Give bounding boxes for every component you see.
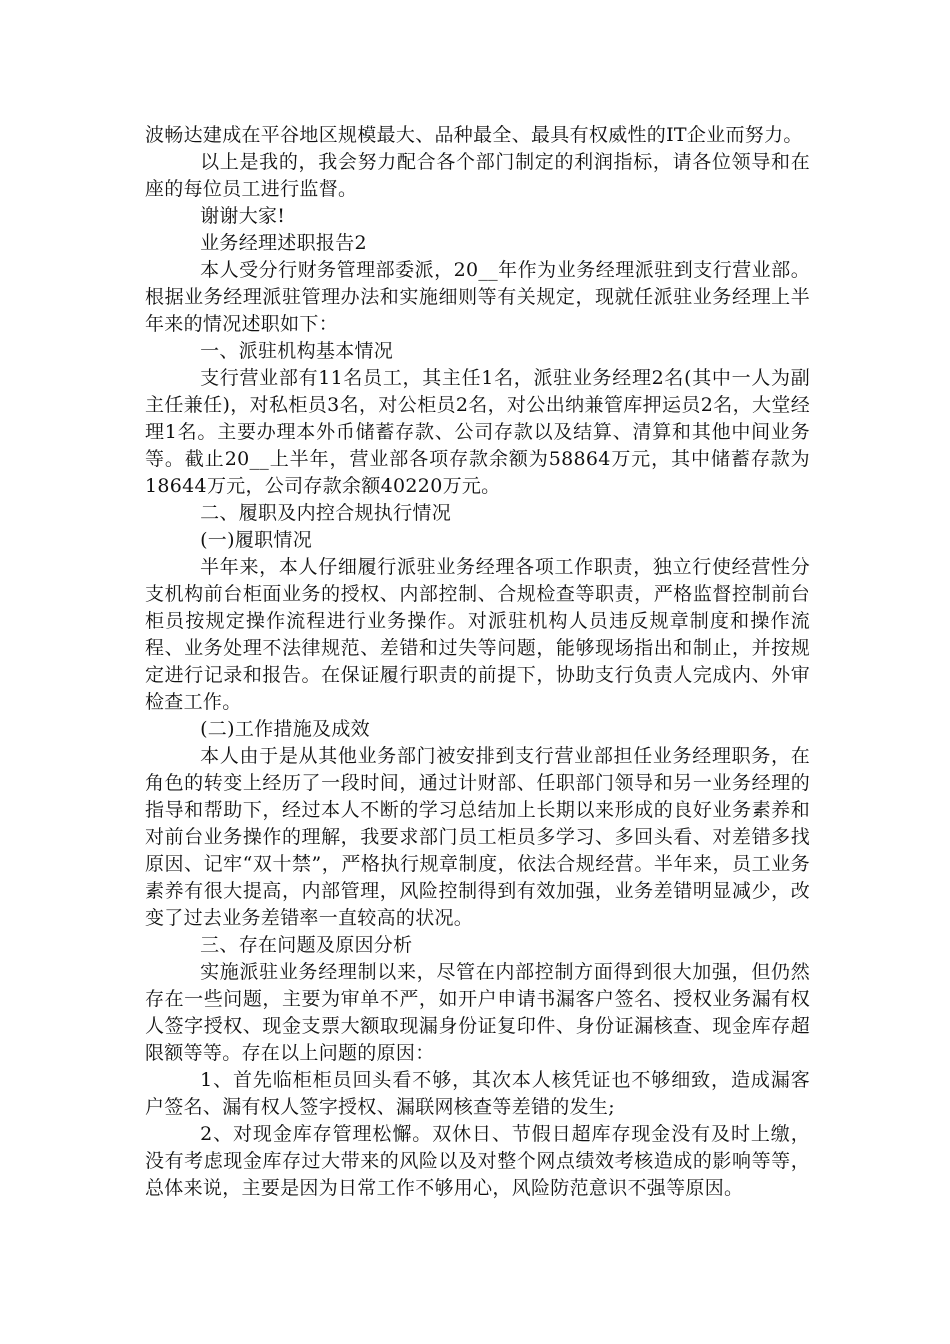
section-heading-1: 一、派驻机构基本情况 — [200, 340, 394, 362]
paragraph-measures: 本人由于是从其他业务部门被安排到支行营业部担任业务经理职务，在角色的转变上经历了一段时间，通过计财部、任职部门领导和另一业务经理的指导和帮助下，经过本人不断的学习总结加上长期以来形成的良好业务素养和对前台业务操作的理解，我要求部门员工柜员多学习、多回头看、对差错多找原因、记牢“双十禁”，严格执行规章制度，依法合规经营。半年来，员工业务素养有很大提高，内部管理，风险控制得到有效加强，业务差错明显减少，改变了过去业务差错率一直较高的状况。 — [145, 745, 810, 929]
paragraph-duties: 半年来，本人仔细履行派驻业务经理各项工作职责，独立行使经营性分支机构前台柜面业务的授权、内部控制、合规检查等职责，严格监督控制前台柜员按规定操作流程进行业务操作。对派驻机构人员违反规章制度和操作流程、业务处理不法律规范、差错和过失等问题，能够现场指出和制止，并按规定进行记录和报告。在保证履行职责的前提下，协助支行负责人完成内、外审检查工作。 — [145, 556, 810, 713]
subsection-heading-2-2: (二)工作措施及成效 — [200, 718, 370, 740]
list-item-cause-1: 1、首先临柜柜员回头看不够，其次本人核凭证也不够细致，造成漏客户签名、漏有权人签字授权、漏联网核查等差错的发生; — [145, 1069, 810, 1118]
paragraph-thanks: 谢谢大家! — [200, 205, 286, 227]
section-heading-3: 三、存在问题及原因分析 — [200, 934, 413, 956]
document-body — [145, 122, 810, 1202]
paragraph-problems: 实施派驻业务经理制以来，尽管在内部控制方面得到很大加强，但仍然存在一些问题，主要为审单不严，如开户申请书漏客户签名、授权业务漏有权人签字授权、现金支票大额取现漏身份证复印件、身份证漏核查、现金库存超限额等等。存在以上问题的原因： — [145, 961, 810, 1064]
paragraph-institution-overview: 支行营业部有11名员工，其主任1名，派驻业务经理2名(其中一人为副主任兼任)，对私柜员3名，对公柜员2名，对公出纳兼管库押运员2名，大堂经理1名。主要办理本外币储蓄存款、公司存款以及结算、清算和其他中间业务等。截止20__上半年，营业部各项存款余额为58864万元，其中储蓄存款为18644万元，公司存款余额40220万元。 — [145, 367, 810, 497]
paragraph-intro-continuation: 波畅达建成在平谷地区规模最大、品种最全、最具有权威性的IT企业而努力。 — [145, 124, 803, 146]
list-item-cause-2: 2、对现金库存管理松懈。双休日、节假日超库存现金没有及时上缴，没有考虑现金库存过大带来的风险以及对整个网点绩效考核造成的影响等等，总体来说，主要是因为日常工作不够用心，风险防范意识不强等原因。 — [145, 1123, 810, 1199]
section-heading-2: 二、履职及内控合规执行情况 — [200, 502, 451, 524]
paragraph-closing-remarks: 以上是我的，我会努力配合各个部门制定的利润指标，请各位领导和在座的每位员工进行监督。 — [145, 151, 810, 200]
paragraph-introduction: 本人受分行财务管理部委派，20__年作为业务经理派驻到支行营业部。根据业务经理派驻管理办法和实施细则等有关规定，现就任派驻业务经理上半年来的情况述职如下： — [145, 259, 810, 335]
report-title: 业务经理述职报告2 — [200, 232, 367, 254]
subsection-heading-2-1: (一)履职情况 — [200, 529, 313, 551]
